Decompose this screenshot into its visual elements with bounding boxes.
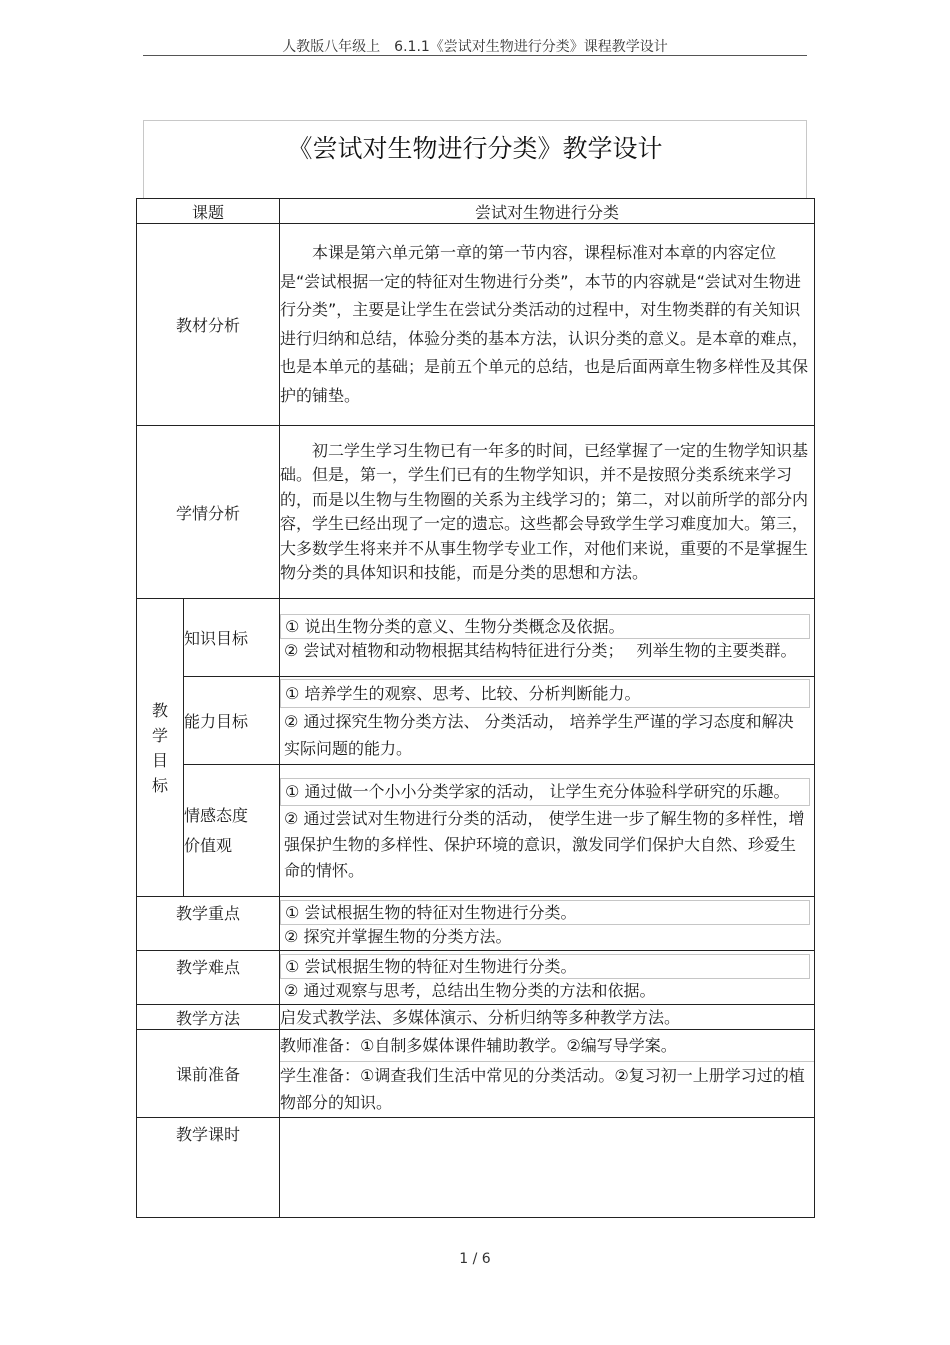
- key-point-item: ② 探究并掌握生物的分类方法。: [284, 926, 512, 946]
- row-textbook-analysis: [137, 224, 815, 426]
- difficulty-item: ① 尝试根据生物的特征对生物进行分类。: [280, 954, 810, 979]
- row-ability-objective: [137, 677, 815, 765]
- header-rule: [143, 55, 807, 56]
- ability-objective-label: 能力目标: [184, 677, 280, 765]
- objectives-char: 教: [151, 700, 168, 720]
- methods-label: 教学方法: [137, 1005, 280, 1030]
- knowledge-item: ② 尝试对植物和动物根据其结构特征进行分类； 列举生物的主要类群。: [284, 640, 797, 660]
- topic-label: 课题: [137, 199, 280, 224]
- textbook-analysis-label: 教材分析: [137, 224, 280, 426]
- knowledge-item: ① 说出生物分类的意义、生物分类概念及依据。: [280, 614, 810, 639]
- document-title: 《尝试对生物进行分类》教学设计: [287, 134, 663, 163]
- objectives-char: 学: [151, 725, 168, 745]
- class-hours-value: [280, 1118, 815, 1218]
- teacher-preparation: 教师准备：①自制多媒体课件辅助教学。②编写导学案。: [280, 1032, 814, 1062]
- difficulties-content: [280, 951, 815, 1005]
- difficulties-label: 教学难点: [137, 951, 280, 1005]
- lesson-plan-table: [136, 198, 815, 1218]
- objectives-label: [137, 599, 184, 897]
- row-methods: [137, 1005, 815, 1030]
- row-knowledge-objective: [137, 599, 815, 677]
- row-difficulties: [137, 951, 815, 1005]
- row-key-points: [137, 897, 815, 951]
- page-number: 1 / 6: [459, 1251, 491, 1267]
- student-analysis-text: 初二学生学习生物已有一年多的时间，已经掌握了一定的生物学知识基础。但是，第一，学生们已有的生物学知识，并不是按照分类系统来学习的，而是以生物与生物圈的关系为主线学习的；第二，对以前所学的部分内容，学生已经出现了一定的遗忘。这些都会导致学生学习难度加大。第三，大多数学生将来并不从事生物学专业工作，对他们来说，重要的不是掌握生物分类的具体知识和技能，而是分类的思想和方法。: [280, 426, 815, 599]
- row-preparation: [137, 1030, 815, 1118]
- emotion-item: ② 通过尝试对生物进行分类的活动， 使学生进一步了解生物的多样性，增强保护生物的多样性、保护环境的意识，激发同学们保护大自然、珍爱生命的情怀。: [284, 808, 805, 880]
- row-topic: [137, 199, 815, 224]
- student-analysis-label: 学情分析: [137, 426, 280, 599]
- row-student-analysis: [137, 426, 815, 599]
- emotion-label-line: 价值观: [184, 835, 233, 855]
- page-header: 人教版八年级上 6.1.1《尝试对生物进行分类》课程教学设计: [282, 39, 668, 55]
- key-points-label: 教学重点: [137, 897, 280, 951]
- emotion-objective-label: [184, 765, 280, 897]
- methods-value: 启发式教学法、多媒体演示、分析归纳等多种教学方法。: [280, 1005, 815, 1030]
- topic-value: 尝试对生物进行分类: [280, 199, 815, 224]
- key-point-item: ① 尝试根据生物的特征对生物进行分类。: [280, 900, 810, 925]
- emotion-item: ① 通过做一个小小分类学家的活动， 让学生充分体验科学研究的乐趣。: [280, 778, 810, 806]
- title-box: [143, 120, 807, 198]
- key-points-content: [280, 897, 815, 951]
- objectives-char: 目: [151, 750, 168, 770]
- textbook-analysis-text: 本课是第六单元第一章的第一节内容，课程标准对本章的内容定位是“尝试根据一定的特征对生物进行分类”，本节的内容就是“尝试对生物进行分类”，主要是让学生在尝试分类活动的过程中，对生物类群的有关知识进行归纳和总结，体验分类的基本方法，认识分类的意义。是本章的难点，也是本单元的基础；是前五个单元的总结，也是后面两章生物多样性及其保护的铺垫。: [280, 224, 815, 426]
- preparation-content: [280, 1030, 815, 1118]
- ability-item: ② 通过探究生物分类方法、 分类活动， 培养学生严谨的学习态度和解决实际问题的能力。: [284, 712, 794, 758]
- ability-objective-content: [280, 677, 815, 765]
- ability-item: ① 培养学生的观察、思考、比较、分析判断能力。: [280, 679, 810, 708]
- objectives-char: 标: [151, 775, 168, 795]
- emotion-label-line: 情感态度: [184, 805, 249, 825]
- student-preparation: 学生准备：①调查我们生活中常见的分类活动。②复习初一上册学习过的植物部分的知识。: [280, 1065, 805, 1112]
- difficulty-item: ② 通过观察与思考，总结出生物分类的方法和依据。: [284, 980, 656, 1000]
- row-class-hours: [137, 1118, 815, 1218]
- row-emotion-objective: [137, 765, 815, 897]
- emotion-objective-content: [280, 765, 815, 897]
- knowledge-objective-content: [280, 599, 815, 677]
- knowledge-objective-label: 知识目标: [184, 599, 280, 677]
- preparation-label: 课前准备: [137, 1030, 280, 1118]
- class-hours-label: 教学课时: [137, 1118, 280, 1218]
